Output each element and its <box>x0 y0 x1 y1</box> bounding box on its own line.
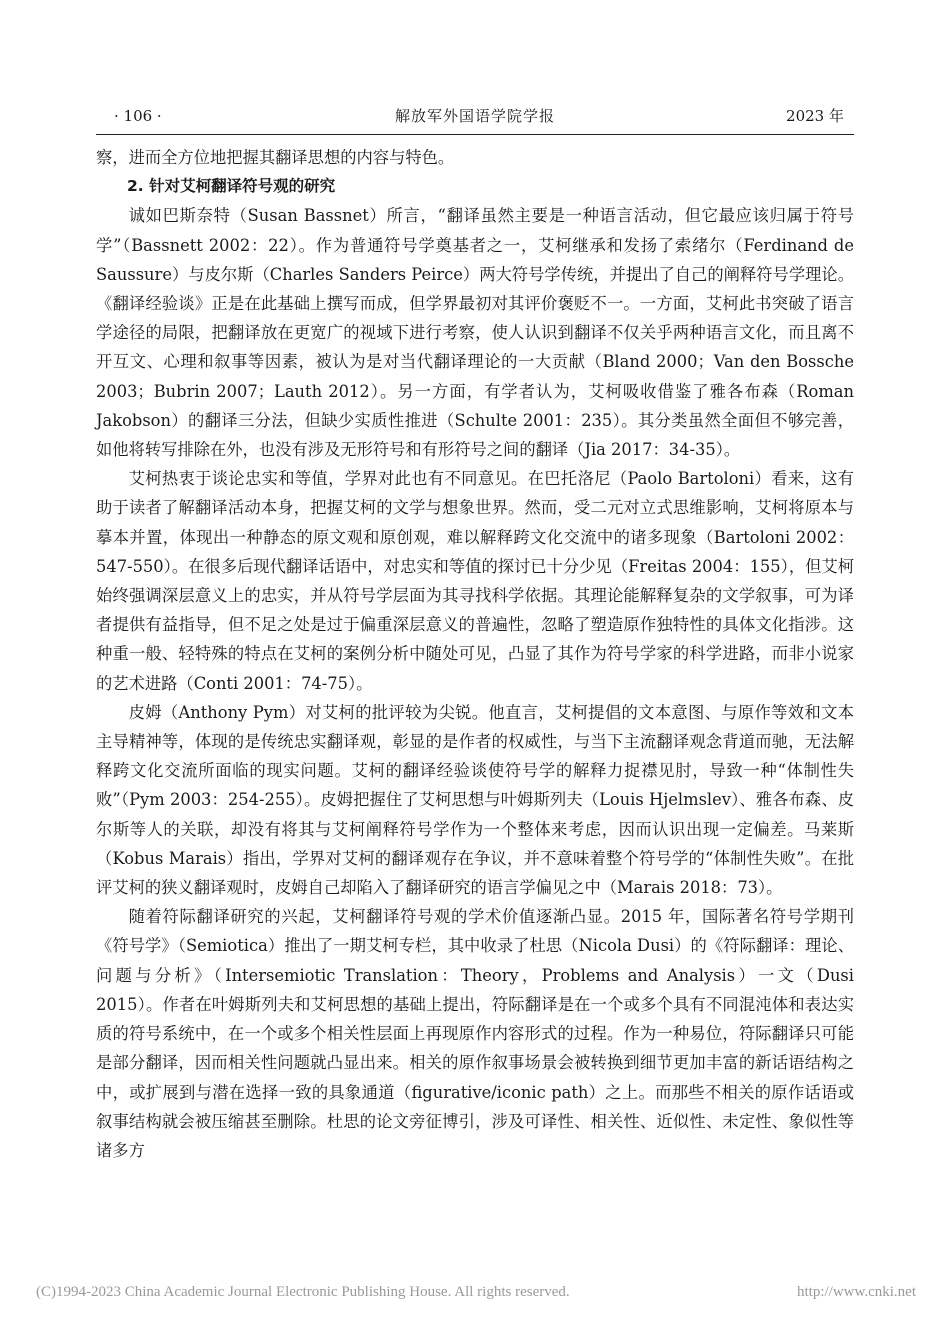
paragraph-bassnett: 诚如巴斯奈特（Susan Bassnet）所言，“翻译虽然主要是一种语言活动，但它最应该归属于符号学”（Bassnett 2002：22）。作为普通符号学奠基者之一，艾柯继承和发扬了索绪尔（Ferdinand de Saussure）与皮尔斯（Charles Sanders Peirce）两大符号学传统，并提出了自己的阐释符号学理论。《翻译经验谈》正是在此基础上撰写而成，但学界最初对其评价褒贬不一。一方面，艾柯此书突破了语言学途径的局限，把翻译放在更宽广的视域下进行考察，使人认识到翻译不仅关乎两种语言文化，而且离不开互文、心理和叙事等因素，被认为是对当代翻译理论的一大贡献（Bland 2000；Van den Bossche 2003；Bubrin 2007；Lauth 2012）。另一方面，有学者认为，艾柯吸收借鉴了雅各布森（Roman Jakobson）的翻译三分法，但缺少实质性推进（Schulte 2001：235）。其分类虽然全面但不够完善，如他将转写排除在外，也没有涉及无形符号和有形符号之间的翻译（Jia 2017：34-35）。 <box>96 206 854 460</box>
paragraph-fidelity: 艾柯热衷于谈论忠实和等值，学界对此也有不同意见。在巴托洛尼（Paolo Bartoloni）看来，这有助于读者了解翻译活动本身，把握艾柯的文学与想象世界。然而，受二元对立式思维影响，艾柯将原本与摹本并置，体现出一种静态的原文观和原创观，难以解释跨文化交流中的诸多现象（Bartoloni 2002：547-550）。在很多后现代翻译话语中，对忠实和等值的探讨已十分少见（Freitas 2004：155），但艾柯始终强调深层意义上的忠实，并从符号学层面为其寻找科学依据。其理论能解释复杂的文学叙事，可为译者提供有益指导，但不足之处是过于偏重深层意义的普遍性，忽略了塑造原作独特性的具体文化指涉。这种重一般、轻特殊的特点在艾柯的案例分析中随处可见，凸显了其作为符号学家的科学进路，而非小说家的艺术进路（Conti 2001：74-75）。 <box>96 469 854 693</box>
publication-year: 2023 年 <box>786 107 844 125</box>
cnki-footer <box>36 1280 916 1304</box>
paragraph-pym: 皮姆（Anthony Pym）对艾柯的批评较为尖锐。他直言，艾柯提倡的文本意图、与原作等效和文本主导精神等，体现的是传统忠实翻译观，彰显的是作者的权威性，与当下主流翻译观念背道而驰，无法解释跨文化交流所面临的现实问题。艾柯的翻译经验谈使符号学的解释力捉襟见肘，导致一种“体制性失败”（Pym 2003：254-255）。皮姆把握住了艾柯思想与叶姆斯列夫（Louis Hjelmslev）、雅各布森、皮尔斯等人的关联，却没有将其与艾柯阐释符号学作为一个整体来考虑，因而认识出现一定偏差。马莱斯（Kobus Marais）指出，学界对艾柯的翻译观存在争议，并不意味着整个符号学的“体制性失败”。在批评艾柯的狭义翻译观时，皮姆自己却陷入了翻译研究的语言学偏见之中（Marais 2018：73）。 <box>96 702 854 898</box>
continued-paragraph: 察，进而全方位地把握其翻译思想的内容与特色。 <box>96 148 455 167</box>
paragraph-intersemiotic: 随着符际翻译研究的兴起，艾柯翻译符号观的学术价值逐渐凸显。2015 年，国际著名符号学期刊《符号学》（Semiotica）推出了一期艾柯专栏，其中收录了杜思（Nicola Dusi）的《符际翻译：理论、问题与分析》（Intersemiotic Translation：Theory，Problems and Analysis）一文（Dusi 2015）。作者在叶姆斯列夫和艾柯思想的基础上提出，符际翻译是在一个或多个具有不同混沌体和表达实质的符号系统中，在一个或多个相关性层面上再现原作内容形式的过程。作为一种易位，符际翻译只可能是部分翻译，因而相关性问题就凸显出来。相关的原作叙事场景会被转换到细节更加丰富的新话语结构之中，或扩展到与潜在选择一致的具象通道（figurative/iconic path）之上。而那些不相关的原作话语或叙事结构就会被压缩甚至删除。杜思的论文旁征博引，涉及可译性、相关性、近似性、未定性、象似性等诸多方 <box>96 907 854 1160</box>
page-number: · 106 · <box>114 107 162 125</box>
cnki-url: http://www.cnki.net <box>796 1284 916 1300</box>
section-heading: 2. 针对艾柯翻译符号观的研究 <box>127 177 336 196</box>
journal-title: 解放军外国语学院学报 <box>394 107 555 125</box>
copyright-notice: (C)1994-2023 China Academic Journal Electronic Publishing House. All rights reserved. <box>36 1284 570 1300</box>
running-header <box>96 104 854 128</box>
header-rule <box>96 134 854 135</box>
article-body <box>96 143 854 1165</box>
